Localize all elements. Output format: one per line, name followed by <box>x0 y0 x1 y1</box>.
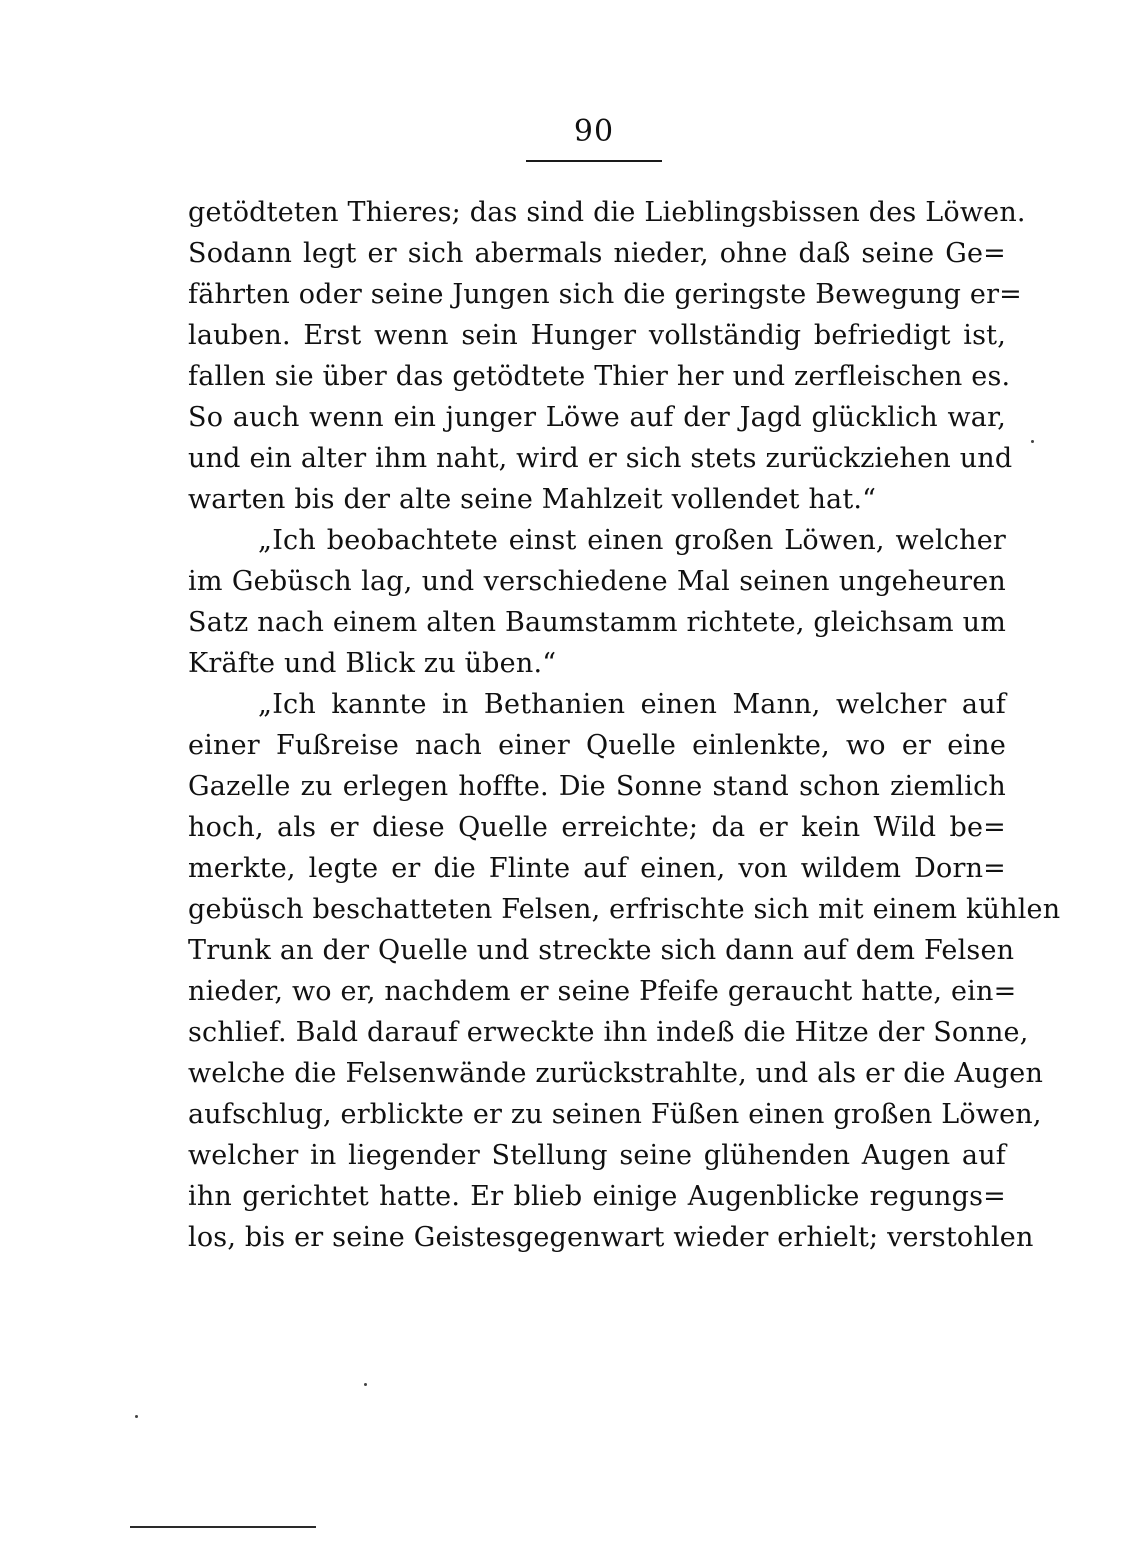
text-line: So auch wenn ein junger Löwe auf der Jagd glücklich war, <box>188 402 1006 433</box>
text-line: Gazelle zu erlegen hoffte. Die Sonne stand schon ziemlich <box>188 771 1006 802</box>
text-line: „Ich kannte in Bethanien einen Mann, welcher auf <box>258 689 1006 720</box>
text-line: ihn gerichtet hatte. Er blieb einige Augenblicke regungs= <box>188 1181 1006 1212</box>
page-number: 90 <box>573 114 615 149</box>
text-line: fährten oder seine Jungen sich die geringste Bewegung er= <box>188 279 1023 310</box>
text-line: Trunk an der Quelle und streckte sich dann auf dem Felsen <box>188 935 1015 966</box>
text-line: Sodann legt er sich abermals nieder, ohne daß seine Ge= <box>188 238 1006 269</box>
text-line: welche die Felsenwände zurückstrahlte, und als er die Augen <box>188 1058 1044 1089</box>
scan-speck <box>135 1415 138 1418</box>
text-line: Satz nach einem alten Baumstamm richtete, gleichsam um <box>188 607 1006 638</box>
text-line: merkte, legte er die Flinte auf einen, von wildem Dorn= <box>188 853 1006 884</box>
text-line: „Ich beobachtete einst einen großen Löwen, welcher <box>258 525 1006 556</box>
text-line: aufschlug, erblickte er zu seinen Füßen einen großen Löwen, <box>188 1099 1042 1130</box>
text-line: fallen sie über das getödtete Thier her und zerfleischen es. <box>188 361 1011 392</box>
text-line: und ein alter ihm naht, wird er sich stets zurückziehen und <box>188 443 1013 474</box>
scan-speck <box>364 1383 367 1386</box>
text-line: warten bis der alte seine Mahlzeit vollendet hat.“ <box>188 484 877 515</box>
text-line: im Gebüsch lag, und verschiedene Mal seinen ungeheuren <box>188 566 1006 597</box>
text-line: nieder, wo er, nachdem er seine Pfeife geraucht hatte, ein= <box>188 976 1017 1007</box>
text-line: gebüsch beschatteten Felsen, erfrischte sich mit einem kühlen <box>188 894 1061 925</box>
text-line: los, bis er seine Geistesgegenwart wieder erhielt; verstohlen <box>188 1222 1034 1253</box>
text-line: welcher in liegender Stellung seine glühenden Augen auf <box>188 1140 1006 1171</box>
text-line: getödteten Thieres; das sind die Lieblingsbissen des Löwen. <box>188 197 1026 228</box>
text-line: Kräfte und Blick zu üben.“ <box>188 648 557 679</box>
scan-speck <box>1031 440 1034 443</box>
body-text <box>188 192 1061 1258</box>
text-line: lauben. Erst wenn sein Hunger vollständig befriedigt ist, <box>188 320 1006 351</box>
text-line: schlief. Bald darauf erweckte ihn indeß die Hitze der Sonne, <box>188 1017 1029 1048</box>
text-line: hoch, als er diese Quelle erreichte; da er kein Wild be= <box>188 812 1006 843</box>
header-rule <box>526 160 662 162</box>
text-line: einer Fußreise nach einer Quelle einlenkte, wo er eine <box>188 730 1006 761</box>
footer-rule <box>130 1526 316 1528</box>
